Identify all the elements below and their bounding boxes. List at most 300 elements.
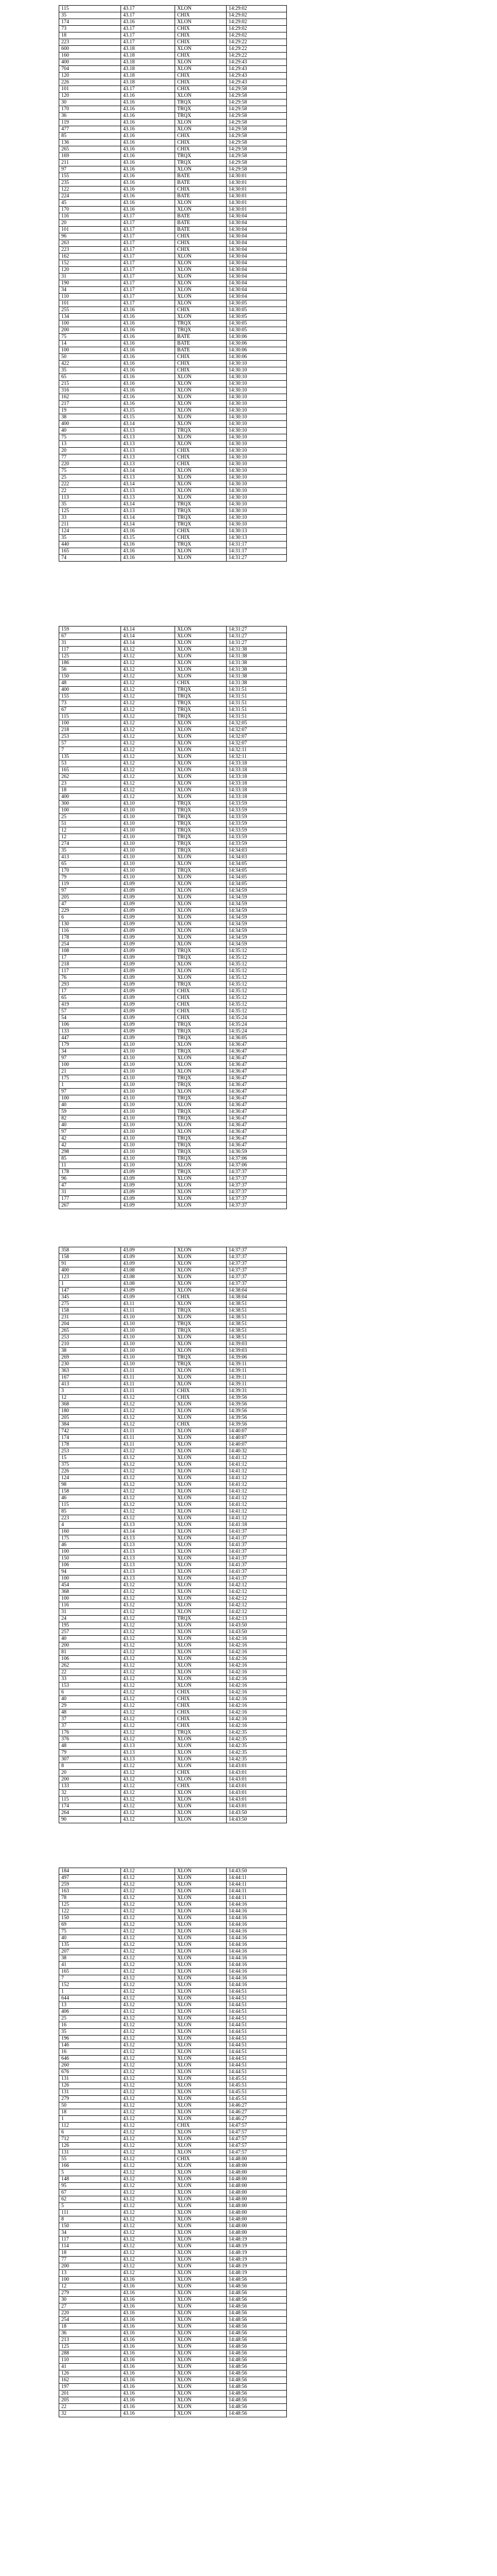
table-row xyxy=(59,12,287,19)
venue-cell: TRQX xyxy=(175,521,227,528)
volume-cell: 262 xyxy=(59,774,121,781)
venue-cell: XLON xyxy=(175,1267,227,1274)
table-row xyxy=(59,1995,287,2002)
venue-cell: XLON xyxy=(175,1683,227,1689)
venue-cell: XLON xyxy=(175,1102,227,1109)
time-cell: 14:41:12 xyxy=(227,1462,287,1468)
table-row xyxy=(59,2082,287,2089)
table-row xyxy=(59,1542,287,1549)
price-cell: 43.12 xyxy=(121,1589,175,1596)
price-cell: 43.12 xyxy=(121,1495,175,1502)
table-row xyxy=(59,1763,287,1770)
venue-cell: XLON xyxy=(175,555,227,562)
time-cell: 14:38:04 xyxy=(227,1294,287,1301)
price-cell: 43.12 xyxy=(121,1455,175,1462)
venue-cell: CHIX xyxy=(175,140,227,146)
volume-cell: 131 xyxy=(59,2089,121,2096)
volume-cell: 94 xyxy=(59,1569,121,1575)
volume-cell: 34 xyxy=(59,287,121,294)
venue-cell: XLON xyxy=(175,1401,227,1408)
venue-cell: CHIX xyxy=(175,1703,227,1709)
price-cell: 43.17 xyxy=(121,6,175,12)
venue-cell: BATE xyxy=(175,180,227,187)
venue-cell: XLON xyxy=(175,1935,227,1942)
price-cell: 43.13 xyxy=(121,495,175,501)
time-cell: 14:30:04 xyxy=(227,247,287,253)
venue-cell: CHIX xyxy=(175,2123,227,2129)
volume-cell: 25 xyxy=(59,474,121,481)
table-row xyxy=(59,1817,287,1823)
volume-cell: 201 xyxy=(59,2391,121,2397)
table-row xyxy=(59,2190,287,2196)
volume-cell: 37 xyxy=(59,1723,121,1730)
price-cell: 43.16 xyxy=(121,555,175,562)
venue-cell: XLON xyxy=(175,1962,227,1969)
volume-cell: 217 xyxy=(59,401,121,408)
time-cell: 14:44:51 xyxy=(227,2009,287,2015)
price-cell: 43.12 xyxy=(121,2196,175,2203)
venue-cell: XLON xyxy=(175,754,227,760)
price-cell: 43.11 xyxy=(121,1308,175,1314)
volume-cell: 33 xyxy=(59,515,121,521)
table-row xyxy=(59,888,287,894)
volume-cell: 454 xyxy=(59,1582,121,1589)
venue-cell: XLON xyxy=(175,2384,227,2391)
volume-cell: 235 xyxy=(59,180,121,187)
time-cell: 14:42:12 xyxy=(227,1596,287,1602)
price-cell: 43.09 xyxy=(121,928,175,935)
volume-cell: 134 xyxy=(59,314,121,320)
price-cell: 43.12 xyxy=(121,1649,175,1656)
time-cell: 14:44:16 xyxy=(227,1962,287,1969)
price-cell: 43.12 xyxy=(121,1895,175,1902)
table-row xyxy=(59,1529,287,1535)
table-row xyxy=(59,1149,287,1156)
time-cell: 14:46:27 xyxy=(227,2116,287,2123)
table-row xyxy=(59,1468,287,1475)
volume-cell: 47 xyxy=(59,1182,121,1189)
time-cell: 14:35:24 xyxy=(227,1022,287,1028)
time-cell: 14:42:16 xyxy=(227,1663,287,1669)
venue-cell: XLON xyxy=(175,2022,227,2029)
venue-cell: TRQX xyxy=(175,428,227,434)
time-cell: 14:29:02 xyxy=(227,6,287,12)
volume-cell: 146 xyxy=(59,2042,121,2049)
time-cell: 14:30:10 xyxy=(227,495,287,501)
venue-cell: XLON xyxy=(175,914,227,921)
venue-cell: TRQX xyxy=(175,153,227,160)
time-cell: 14:33:59 xyxy=(227,827,287,834)
volume-cell: 213 xyxy=(59,2337,121,2344)
time-cell: 14:48:56 xyxy=(227,2290,287,2297)
table-row xyxy=(59,1462,287,1468)
volume-cell: 120 xyxy=(59,93,121,99)
venue-cell: TRQX xyxy=(175,814,227,821)
venue-cell: XLON xyxy=(175,2290,227,2297)
price-cell: 43.12 xyxy=(121,740,175,747)
table-row xyxy=(59,1488,287,1495)
time-cell: 14:48:56 xyxy=(227,2397,287,2404)
venue-cell: XLON xyxy=(175,488,227,495)
venue-cell: XLON xyxy=(175,774,227,781)
venue-cell: XLON xyxy=(175,874,227,881)
time-cell: 14:30:01 xyxy=(227,180,287,187)
venue-cell: CHIX xyxy=(175,133,227,140)
time-cell: 14:40:07 xyxy=(227,1428,287,1435)
table-row xyxy=(59,2170,287,2176)
time-cell: 14:42:13 xyxy=(227,1616,287,1622)
price-cell: 43.10 xyxy=(121,1062,175,1069)
time-cell: 14:43:01 xyxy=(227,1790,287,1797)
venue-cell: XLON xyxy=(175,2170,227,2176)
table-row xyxy=(59,1267,287,1274)
price-cell: 43.15 xyxy=(121,414,175,421)
volume-cell: 46 xyxy=(59,1542,121,1549)
price-cell: 43.12 xyxy=(121,1770,175,1776)
volume-cell: 169 xyxy=(59,153,121,160)
table-row xyxy=(59,1122,287,1129)
time-cell: 14:35:12 xyxy=(227,995,287,1002)
volume-cell: 211 xyxy=(59,160,121,166)
table-row xyxy=(59,1656,287,1663)
volume-cell: 41 xyxy=(59,1962,121,1969)
table-row xyxy=(59,1156,287,1162)
volume-cell: 79 xyxy=(59,874,121,881)
venue-cell: TRQX xyxy=(175,320,227,327)
venue-cell: XLON xyxy=(175,1381,227,1388)
price-cell: 43.16 xyxy=(121,314,175,320)
table-row xyxy=(59,1341,287,1348)
price-cell: 43.17 xyxy=(121,240,175,247)
price-cell: 43.16 xyxy=(121,187,175,193)
price-cell: 43.17 xyxy=(121,294,175,300)
venue-cell: XLON xyxy=(175,2404,227,2411)
venue-cell: BATE xyxy=(175,173,227,180)
price-cell: 43.11 xyxy=(121,1428,175,1435)
time-cell: 14:31:51 xyxy=(227,687,287,693)
table-row xyxy=(59,2411,287,2417)
volume-cell: 106 xyxy=(59,1656,121,1663)
time-cell: 14:34:59 xyxy=(227,935,287,941)
venue-cell: XLON xyxy=(175,767,227,774)
table-row xyxy=(59,640,287,647)
venue-cell: CHIX xyxy=(175,12,227,19)
time-cell: 14:37:37 xyxy=(227,1169,287,1176)
time-cell: 14:47:57 xyxy=(227,2123,287,2129)
table-row xyxy=(59,774,287,781)
time-cell: 14:42:35 xyxy=(227,1750,287,1756)
volume-cell: 288 xyxy=(59,2350,121,2357)
volume-cell: 263 xyxy=(59,240,121,247)
volume-cell: 75 xyxy=(59,1928,121,1935)
price-cell: 43.16 xyxy=(121,2384,175,2391)
volume-cell: 162 xyxy=(59,253,121,260)
time-cell: 14:46:27 xyxy=(227,2103,287,2109)
table-row xyxy=(59,73,287,79)
price-cell: 43.10 xyxy=(121,1102,175,1109)
volume-cell: 22 xyxy=(59,488,121,495)
table-row xyxy=(59,935,287,941)
volume-cell: 316 xyxy=(59,387,121,394)
table-row xyxy=(59,1401,287,1408)
table-row xyxy=(59,1902,287,1908)
price-cell: 43.17 xyxy=(121,300,175,307)
table-row xyxy=(59,781,287,787)
venue-cell: XLON xyxy=(175,1902,227,1908)
table-row xyxy=(59,1294,287,1301)
volume-cell: 35 xyxy=(59,12,121,19)
venue-cell: XLON xyxy=(175,747,227,754)
venue-cell: TRQX xyxy=(175,801,227,807)
venue-cell: XLON xyxy=(175,633,227,640)
time-cell: 14:30:10 xyxy=(227,374,287,381)
volume-cell: 224 xyxy=(59,193,121,200)
volume-cell: 160 xyxy=(59,53,121,59)
table-row xyxy=(59,367,287,374)
table-row xyxy=(59,2404,287,2411)
table-row xyxy=(59,2109,287,2116)
time-cell: 14:35:12 xyxy=(227,975,287,981)
table-row xyxy=(59,2337,287,2344)
price-cell: 43.09 xyxy=(121,1202,175,1209)
venue-cell: TRQX xyxy=(175,1156,227,1162)
volume-cell: 119 xyxy=(59,120,121,126)
volume-cell: 167 xyxy=(59,1375,121,1381)
price-cell: 43.13 xyxy=(121,1549,175,1555)
volume-cell: 600 xyxy=(59,46,121,53)
venue-cell: XLON xyxy=(175,2042,227,2049)
venue-cell: XLON xyxy=(175,2149,227,2156)
venue-cell: XLON xyxy=(175,1062,227,1069)
price-cell: 43.12 xyxy=(121,1915,175,1922)
venue-cell: XLON xyxy=(175,1301,227,1308)
time-cell: 14:39:56 xyxy=(227,1408,287,1415)
time-cell: 14:44:51 xyxy=(227,2042,287,2049)
volume-cell: 96 xyxy=(59,233,121,240)
table-row xyxy=(59,941,287,948)
time-cell: 14:30:13 xyxy=(227,528,287,535)
volume-cell: 279 xyxy=(59,2290,121,2297)
volume-cell: 14 xyxy=(59,341,121,347)
volume-cell: 205 xyxy=(59,1415,121,1421)
volume-cell: 101 xyxy=(59,86,121,93)
price-cell: 43.13 xyxy=(121,448,175,454)
volume-cell: 190 xyxy=(59,280,121,287)
price-cell: 43.16 xyxy=(121,354,175,361)
volume-cell: 13 xyxy=(59,2002,121,2009)
price-cell: 43.12 xyxy=(121,2015,175,2022)
price-cell: 43.12 xyxy=(121,1868,175,1875)
price-cell: 43.09 xyxy=(121,1008,175,1015)
time-cell: 14:39:56 xyxy=(227,1415,287,1421)
price-cell: 43.16 xyxy=(121,140,175,146)
venue-cell: XLON xyxy=(175,2364,227,2370)
table-row xyxy=(59,2303,287,2310)
volume-cell: 46 xyxy=(59,1495,121,1502)
venue-cell: XLON xyxy=(175,2103,227,2109)
time-cell: 14:31:27 xyxy=(227,633,287,640)
venue-cell: CHIX xyxy=(175,1421,227,1428)
volume-cell: 4 xyxy=(59,1522,121,1529)
time-cell: 14:31:51 xyxy=(227,707,287,714)
time-cell: 14:36:47 xyxy=(227,1109,287,1115)
price-cell: 43.16 xyxy=(121,2370,175,2377)
table-row xyxy=(59,535,287,541)
time-cell: 14:34:03 xyxy=(227,854,287,861)
venue-cell: XLON xyxy=(175,2190,227,2196)
time-cell: 14:37:37 xyxy=(227,1247,287,1254)
time-cell: 14:48:00 xyxy=(227,2176,287,2183)
time-cell: 14:29:58 xyxy=(227,93,287,99)
volume-cell: 117 xyxy=(59,2236,121,2243)
venue-cell: XLON xyxy=(175,260,227,267)
venue-cell: CHIX xyxy=(175,1008,227,1015)
table-row xyxy=(59,1663,287,1669)
time-cell: 14:37:06 xyxy=(227,1162,287,1169)
volume-cell: 1 xyxy=(59,1989,121,1995)
time-cell: 14:30:10 xyxy=(227,488,287,495)
volume-cell: 106 xyxy=(59,1022,121,1028)
table-row xyxy=(59,2250,287,2257)
volume-cell: 400 xyxy=(59,1267,121,1274)
volume-cell: 162 xyxy=(59,2377,121,2384)
time-cell: 14:36:47 xyxy=(227,1048,287,1055)
price-cell: 43.18 xyxy=(121,46,175,53)
price-cell: 43.10 xyxy=(121,1089,175,1095)
time-cell: 14:39:11 xyxy=(227,1368,287,1375)
venue-cell: XLON xyxy=(175,2250,227,2257)
time-cell: 14:45:51 xyxy=(227,2096,287,2103)
time-cell: 14:41:12 xyxy=(227,1515,287,1522)
volume-cell: 170 xyxy=(59,868,121,874)
venue-cell: CHIX xyxy=(175,1696,227,1703)
table-row xyxy=(59,1035,287,1042)
price-cell: 43.12 xyxy=(121,2082,175,2089)
price-cell: 43.17 xyxy=(121,39,175,46)
volume-cell: 229 xyxy=(59,908,121,914)
table-row xyxy=(59,401,287,408)
volume-cell: 36 xyxy=(59,113,121,120)
time-cell: 14:42:16 xyxy=(227,1723,287,1730)
volume-cell: 5 xyxy=(59,2203,121,2210)
table-row xyxy=(59,868,287,874)
venue-cell: XLON xyxy=(175,1810,227,1817)
venue-cell: CHIX xyxy=(175,1723,227,1730)
table-row xyxy=(59,1609,287,1616)
price-cell: 43.16 xyxy=(121,2283,175,2290)
table-row xyxy=(59,1002,287,1008)
price-cell: 43.12 xyxy=(121,2123,175,2129)
price-cell: 43.12 xyxy=(121,1902,175,1908)
table-row xyxy=(59,501,287,508)
price-cell: 43.10 xyxy=(121,1109,175,1115)
price-cell: 43.12 xyxy=(121,720,175,727)
volume-cell: 54 xyxy=(59,1015,121,1022)
volume-cell: 110 xyxy=(59,294,121,300)
volume-cell: 31 xyxy=(59,1609,121,1616)
price-cell: 43.16 xyxy=(121,2404,175,2411)
table-row xyxy=(59,361,287,367)
price-cell: 43.14 xyxy=(121,421,175,428)
table-row xyxy=(59,2163,287,2170)
time-cell: 14:36:47 xyxy=(227,1102,287,1109)
price-cell: 43.09 xyxy=(121,1196,175,1202)
venue-cell: XLON xyxy=(175,1736,227,1743)
time-cell: 14:30:04 xyxy=(227,274,287,280)
time-cell: 14:35:24 xyxy=(227,1015,287,1022)
venue-cell: XLON xyxy=(175,2210,227,2216)
time-cell: 14:48:56 xyxy=(227,2357,287,2364)
price-cell: 43.16 xyxy=(121,173,175,180)
table-row xyxy=(59,707,287,714)
table-row xyxy=(59,1281,287,1287)
price-cell: 43.12 xyxy=(121,1935,175,1942)
price-cell: 43.09 xyxy=(121,1247,175,1254)
volume-cell: 120 xyxy=(59,267,121,274)
table-row xyxy=(59,99,287,106)
price-cell: 43.12 xyxy=(121,1502,175,1509)
price-cell: 43.12 xyxy=(121,2096,175,2103)
time-cell: 14:41:12 xyxy=(227,1475,287,1482)
volume-cell: 180 xyxy=(59,1408,121,1415)
price-cell: 43.12 xyxy=(121,1622,175,1629)
table-row xyxy=(59,2009,287,2015)
venue-cell: XLON xyxy=(175,1435,227,1442)
venue-cell: XLON xyxy=(175,2183,227,2190)
time-cell: 14:30:10 xyxy=(227,501,287,508)
table-row xyxy=(59,1328,287,1334)
time-cell: 14:31:27 xyxy=(227,640,287,647)
table-row xyxy=(59,2317,287,2324)
volume-cell: 116 xyxy=(59,928,121,935)
venue-cell: CHIX xyxy=(175,240,227,247)
time-cell: 14:35:12 xyxy=(227,961,287,968)
time-cell: 14:48:00 xyxy=(227,2223,287,2230)
volume-cell: 174 xyxy=(59,19,121,26)
table-row xyxy=(59,454,287,461)
time-cell: 14:29:02 xyxy=(227,26,287,32)
venue-cell: XLON xyxy=(175,2270,227,2277)
price-cell: 43.16 xyxy=(121,2303,175,2310)
venue-cell: XLON xyxy=(175,2049,227,2056)
time-cell: 14:30:10 xyxy=(227,381,287,387)
volume-cell: 131 xyxy=(59,2149,121,2156)
price-cell: 43.16 xyxy=(121,93,175,99)
venue-cell: XLON xyxy=(175,1882,227,1888)
venue-cell: XLON xyxy=(175,2303,227,2310)
table-row xyxy=(59,2196,287,2203)
price-cell: 43.17 xyxy=(121,260,175,267)
price-cell: 43.16 xyxy=(121,2357,175,2364)
time-cell: 14:44:51 xyxy=(227,1989,287,1995)
price-cell: 43.09 xyxy=(121,1176,175,1182)
volume-cell: 40 xyxy=(59,1102,121,1109)
time-cell: 14:41:12 xyxy=(227,1455,287,1462)
venue-cell: XLON xyxy=(175,935,227,941)
volume-cell: 31 xyxy=(59,274,121,280)
time-cell: 14:33:59 xyxy=(227,814,287,821)
time-cell: 14:48:00 xyxy=(227,2156,287,2163)
time-cell: 14:30:04 xyxy=(227,287,287,294)
time-cell: 14:30:10 xyxy=(227,428,287,434)
table-row xyxy=(59,1314,287,1321)
time-cell: 14:36:47 xyxy=(227,1075,287,1082)
time-cell: 14:48:56 xyxy=(227,2337,287,2344)
time-cell: 14:44:16 xyxy=(227,1948,287,1955)
table-row xyxy=(59,1435,287,1442)
venue-cell: XLON xyxy=(175,1488,227,1495)
time-cell: 14:48:56 xyxy=(227,2404,287,2411)
